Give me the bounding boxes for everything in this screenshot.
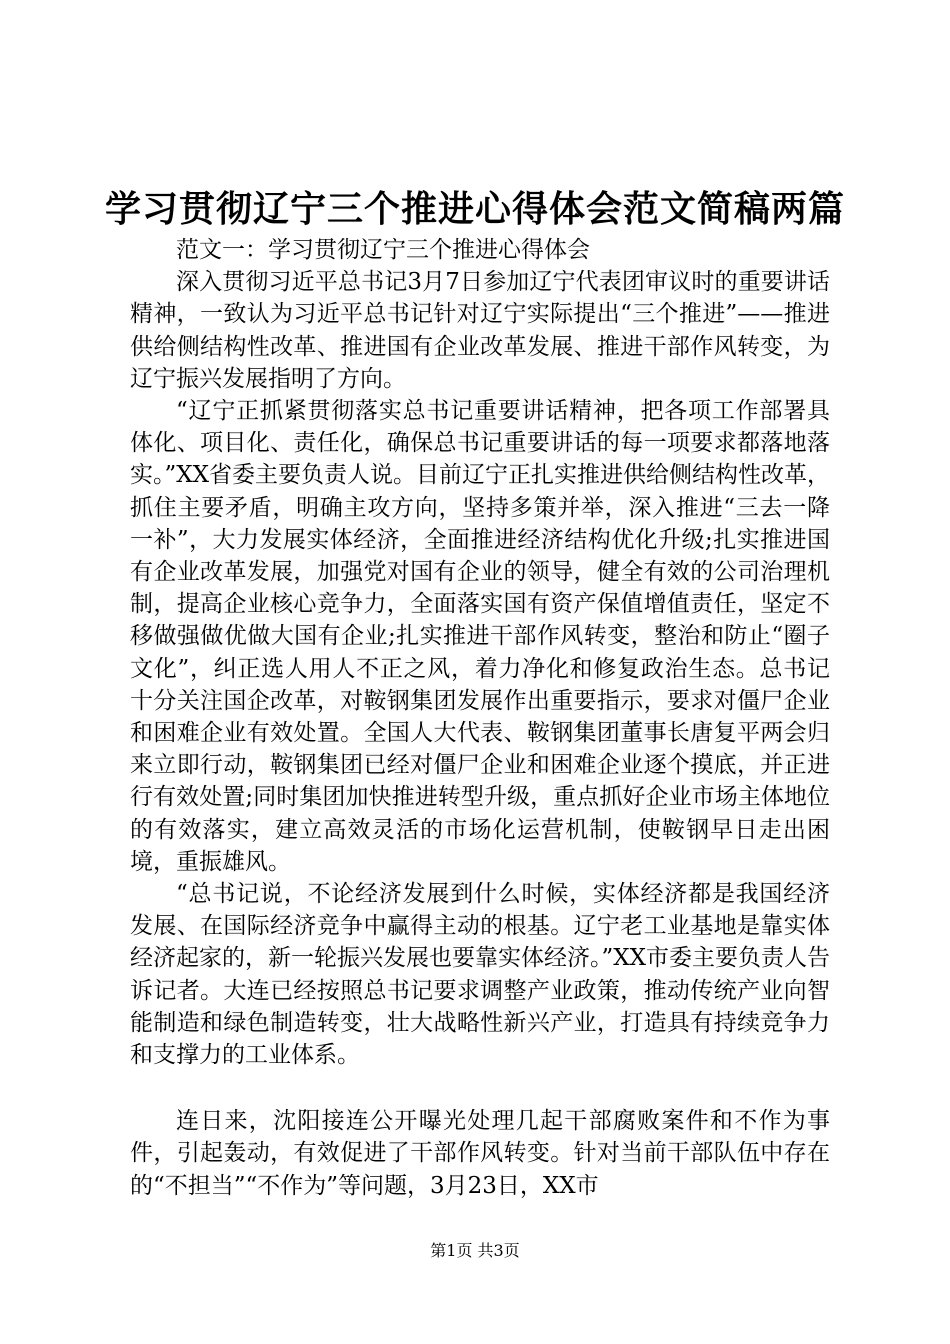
paragraph-4: 连日来，沈阳接连公开曝光处理几起干部腐败案件和不作为事件，引起轰动，有效促进了干部作风转变。针对当前干部队伍中存在的“不担当”“不作为”等问题，3月23日，XX市 xyxy=(130,1108,830,1199)
paragraph-1: 深入贯彻习近平总书记3月7日参加辽宁代表团审议时的重要讲话精神，一致认为习近平总书记针对辽宁实际提出“三个推进”——推进供给侧结构性改革、推进国有企业改革发展、推进干部作风转变，为辽宁振兴发展指明了方向。 xyxy=(130,269,830,392)
paragraph-3: “总书记说，不论经济发展到什么时候，实体经济都是我国经济发展、在国际经济竞争中赢得主动的根基。辽宁老工业基地是靠实体经济起家的，新一轮振兴发展也要靠实体经济。”XX市委主要负责人告诉记者。大连已经按照总书记要求调整产业政策，推动传统产业向智能制造和绿色制造转变，壮大战略性新兴产业，打造具有持续竞争力和支撑力的工业体系。 xyxy=(130,881,831,1069)
paragraph-2: “辽宁正抓紧贯彻落实总书记重要讲话精神，把各项工作部署具体化、项目化、责任化，确保总书记重要讲话的每一项要求都落地落实。”XX省委主要负责人说。目前辽宁正扎实推进供给侧结构性改革，抓住主要矛盾，明确主攻方向，坚持多策并举，深入推进“三去一降一补”，大力发展实体经济，全面推进经济结构优化升级;扎实推进国有企业改革发展，加强党对国有企业的领导，健全有效的公司治理机制，提高企业核心竞争力，全面落实国有资产保值增值责任，坚定不移做强做优做大国有企业;扎实推进干部作风转变，整治和防止“圈子文化”，纠正选人用人不正之风，着力净化和修复政治生态。总书记十分关注国企改革，对鞍钢集团发展作出重要指示，要求对僵尸企业和困难企业有效处置。全国人大代表、鞍钢集团董事长唐复平两会归来立即行动，鞍钢集团已经对僵尸企业和困难企业逐个摸底，并正进行有效处置;同时集团加快推进转型升级，重点抓好企业市场主体地位的有效落实，建立高效灵活的市场化运营机制，使鞍钢早日走出困境，重振雄风。 xyxy=(130,398,831,875)
page-footer: 第1页 共3页 xyxy=(430,1241,520,1260)
document-body xyxy=(130,234,830,1202)
section-subtitle: 范文一：学习贯彻辽宁三个推进心得体会 xyxy=(176,237,590,263)
document-title: 学习贯彻辽宁三个推进心得体会范文简稿两篇 xyxy=(104,188,845,230)
